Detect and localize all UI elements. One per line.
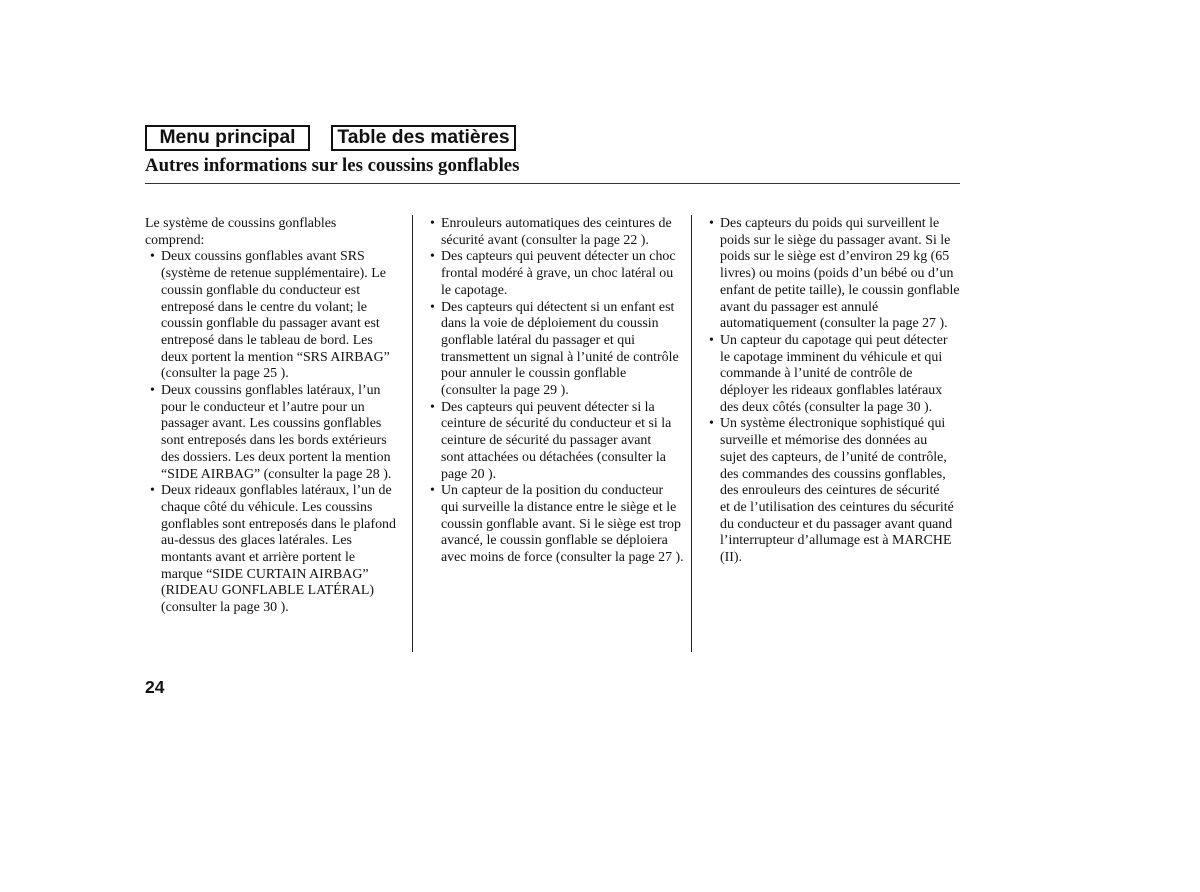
bullet-item: • Un système électronique sophistiqué qui surveille et mémorise des données au sujet des capteurs, de l’unité de contrôle, des commandes des coussins gonflables, des enrouleurs des ceintures de sécurité et de l’utilisation des ceintures du sécurité du conducteur et du passager avant quand l’interrupteur d’allumage est à MARCHE (II). <box>704 416 960 566</box>
intro-text: Le système de coussins gonflables comprend: <box>145 216 337 248</box>
bullet-item: • Deux coussins gonflables avant SRS (système de retenue supplémentaire). Le coussin gonflable du conducteur est entreposé dans le centre du volant; le coussin gonflable du passager avant est entreposé dans le tableau de bord. Les deux portent la mention “SRS AIRBAG” (consulter la page 25 ). <box>145 249 407 383</box>
column-divider <box>691 215 692 652</box>
menu-principal-button[interactable]: Menu principal <box>145 125 310 151</box>
bullet-item: • Deux coussins gonflables latéraux, l’un pour le conducteur et l’autre pour un passager avant. Les coussins gonflables sont entreposés dans les bords extérieurs des dossiers. Les deux portent la mention “SIDE AIRBAG” (consulter la page 28 ). <box>145 383 407 483</box>
bullet-item: • Un capteur de la position du conducteur qui surveille la distance entre le siège et le coussin gonflable avant. Si le siège est trop avancé, le coussin gonflable se déploiera avec moins de force (consulter la page 27 ). <box>425 483 687 567</box>
bullet-item: • Des capteurs qui peuvent détecter un choc frontal modéré à grave, un choc latéral ou le capotage. <box>425 249 687 299</box>
page-number: 24 <box>145 677 165 697</box>
text-column-1 <box>145 216 407 617</box>
bullet-item: • Des capteurs qui détectent si un enfant est dans la voie de déploiement du coussin gonflable latéral du passager et qui transmettent un signal à l’unité de contrôle pour annuler le coussin gonflable (consulter la page 29 ). <box>425 300 687 400</box>
bullet-item: • Des capteurs du poids qui surveillent le poids sur le siège du passager avant. Si le poids sur le siège est d’environ 29 kg (65 livres) ou moins (poids d’un bébé ou d’un enfant de petite taille), le coussin gonflable avant du passager est annulé automatiquement (consulter la page 27 ). <box>704 216 960 333</box>
column-divider <box>412 215 413 652</box>
text-column-2 <box>425 216 687 567</box>
title-divider <box>145 183 960 184</box>
bullet-item: • Deux rideaux gonflables latéraux, l’un de chaque côté du véhicule. Les coussins gonflables sont entreposés dans le plafond au-dessus des glaces latérales. Les montants avant et arrière portent le marque “SIDE CURTAIN AIRBAG” (RIDEAU GONFLABLE LATÉRAL) (consulter la page 30 ). <box>145 483 407 617</box>
text-column-3 <box>704 216 960 567</box>
table-des-matieres-button[interactable]: Table des matières <box>331 125 516 151</box>
page-title: Autres informations sur les coussins gonflables <box>145 155 520 176</box>
bullet-item: • Un capteur du capotage qui peut détecter le capotage imminent du véhicule et qui commande à l’unité de contrôle de déployer les rideaux gonflables latéraux des deux côtés (consulter la page 30 ). <box>704 333 960 417</box>
bullet-item: • Des capteurs qui peuvent détecter si la ceinture de sécurité du conducteur et si la ceinture de sécurité du passager avant sont attachées ou détachées (consulter la page 20 ). <box>425 400 687 484</box>
bullet-item: • Enrouleurs automatiques des ceintures de sécurité avant (consulter la page 22 ). <box>425 216 687 249</box>
